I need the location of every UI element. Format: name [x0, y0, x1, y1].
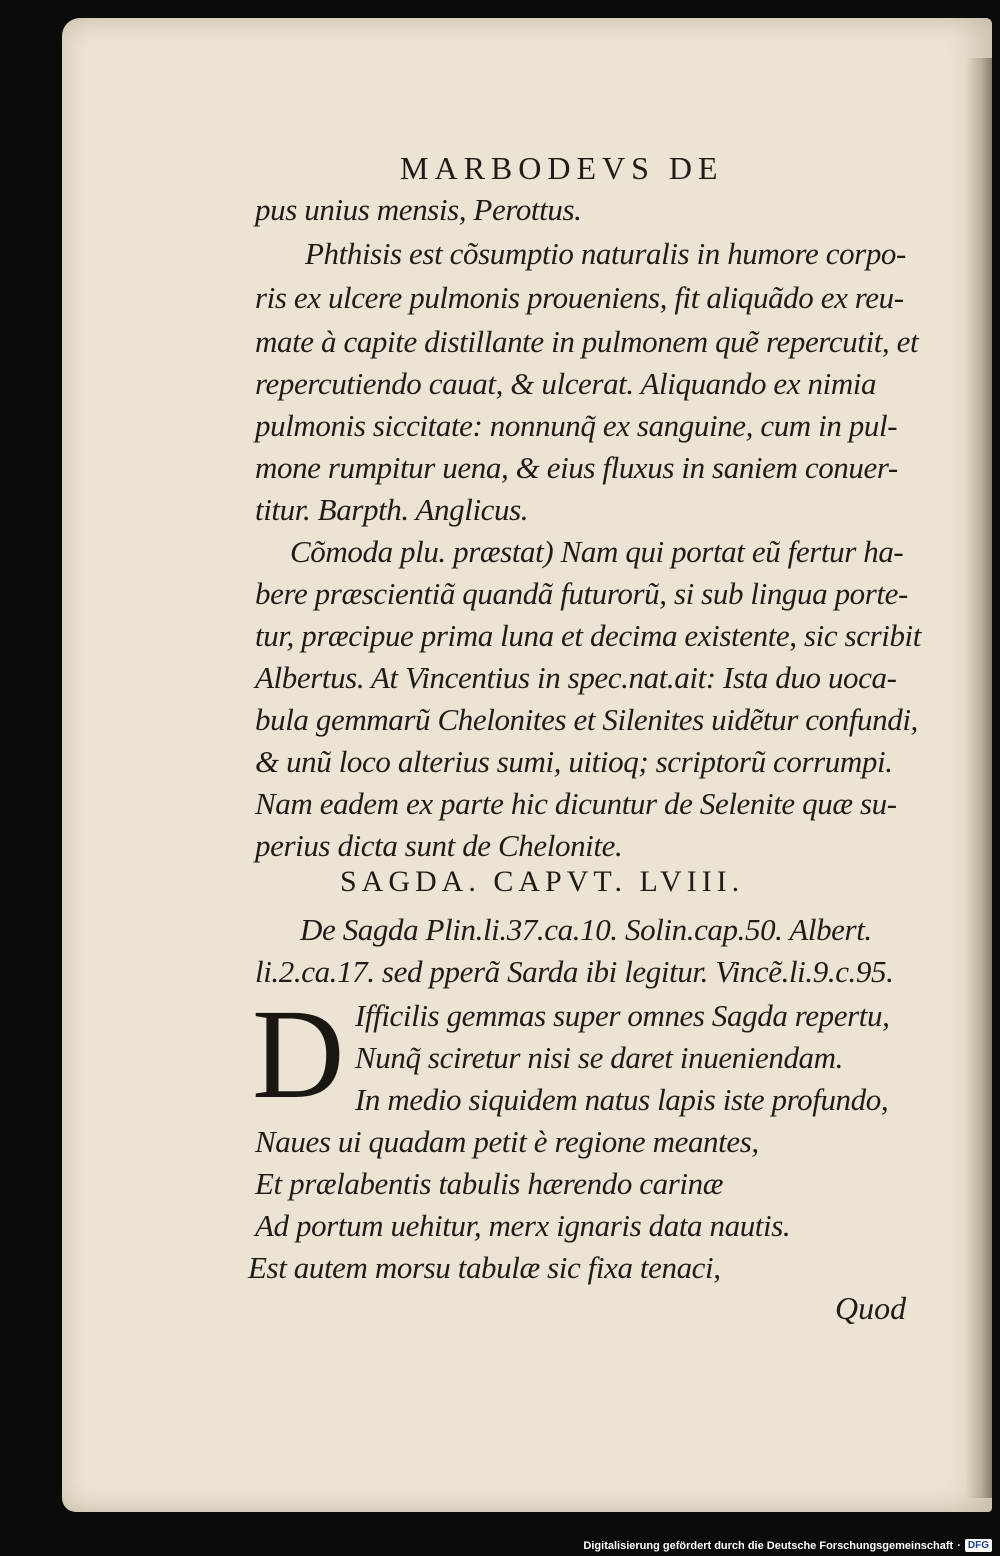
verse-line: Nunq̃ sciretur nisi se daret inueniendam. [355, 1040, 843, 1075]
digitization-credit: Digitalisierung gefördert durch die Deutsche Forschungsgemeinschaft · DFG [583, 1539, 992, 1552]
catchword: Quod [835, 1290, 907, 1326]
text-line: Albertus. At Vincentius in spec.nat.ait: Ista duo uoca- [255, 660, 897, 695]
verse-line: Ifficilis gemmas super omnes Sagda repertu, [355, 998, 890, 1033]
verse-line: Et prælabentis tabulis hærendo carinæ [255, 1166, 724, 1201]
text-line: mate à capite distillante in pulmonem quẽ repercutit, et [255, 324, 919, 359]
verse-line: Naues ui quadam petit è regione meantes, [255, 1124, 759, 1159]
dfg-logo-icon: DFG [965, 1539, 992, 1552]
text-line: bere præscientiã quandã futurorũ, si sub lingua porte- [255, 576, 908, 611]
running-head: MARBODEVS DE [400, 150, 724, 186]
text-line: Nam eadem ex parte hic dicuntur de Selenite quæ su- [255, 786, 897, 821]
reference-line: li.2.ca.17. sed pperã Sarda ibi legitur. Vincẽ.li.9.c.95. [255, 954, 894, 989]
drop-cap-initial: D [252, 983, 345, 1125]
text-line: perius dicta sunt de Chelonite. [255, 828, 623, 863]
text-line: Phthisis est cõsumptio naturalis in humore corpo- [305, 236, 906, 271]
text-line: mone rumpitur uena, & eius fluxus in saniem conuer- [255, 450, 898, 485]
text-line: bula gemmarũ Chelonites et Silenites uidẽtur confundi, [255, 702, 918, 737]
credit-text: Digitalisierung gefördert durch die Deutsche Forschungsgemeinschaft [583, 1539, 954, 1552]
verse-line: Ad portum uehitur, merx ignaris data nautis. [255, 1208, 791, 1243]
verse-line: In medio siquidem natus lapis iste profundo, [355, 1082, 889, 1117]
text-line: Cõmoda plu. præstat) Nam qui portat eũ fertur ha- [290, 534, 904, 569]
text-line: pulmonis siccitate: nonnunq̃ ex sanguine, cum in pul- [255, 408, 898, 443]
text-line: titur. Barpth. Anglicus. [255, 492, 529, 527]
text-line: repercutiendo cauat, & ulcerat. Aliquando ex nimia [255, 366, 877, 401]
text-line: tur, præcipue prima luna et decima existente, sic scribit [255, 618, 921, 653]
verse-line: Est autem morsu tabulæ sic fixa tenaci, [248, 1250, 721, 1285]
text-line: pus unius mensis, Perottus. [255, 192, 582, 227]
reference-line: De Sagda Plin.li.37.ca.10. Solin.cap.50. Albert. [300, 912, 872, 947]
text-line: & unũ loco alterius sumi, uitioq; scriptorũ corrumpi. [255, 744, 893, 779]
chapter-heading: SAGDA. CAPVT. LVIII. [340, 865, 745, 898]
page-edge-shadow [966, 58, 992, 1498]
text-line: ris ex ulcere pulmonis proueniens, fit aliquãdo ex reu- [255, 280, 904, 315]
